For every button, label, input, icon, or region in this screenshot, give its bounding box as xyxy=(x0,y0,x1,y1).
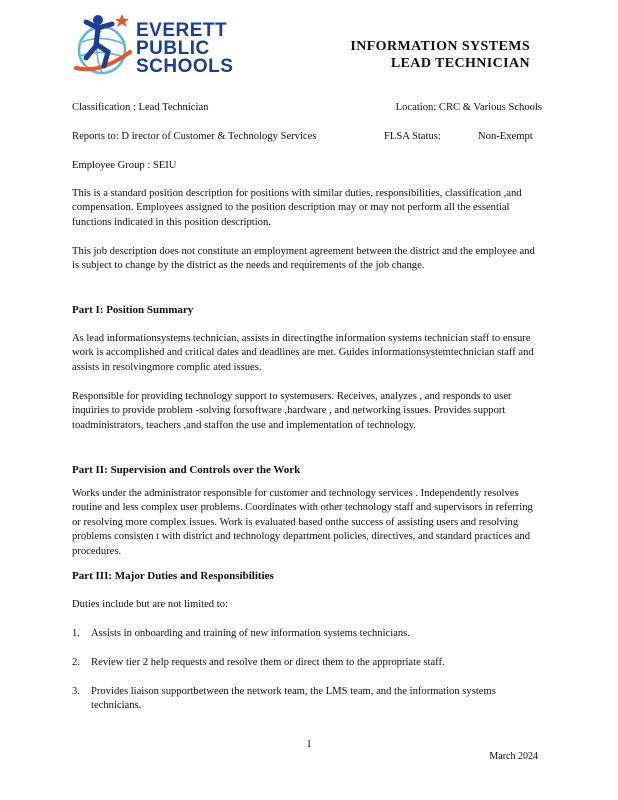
logo-wordmark xyxy=(136,22,233,76)
duties-list-2 xyxy=(72,656,542,670)
location-field: Location: CRC & Various Schools xyxy=(395,102,542,113)
page-number: 1 xyxy=(306,739,312,750)
list-item-number: 1. xyxy=(72,628,80,639)
reports-to-field: Reports to: D irector of Customer & Technology Services xyxy=(72,131,317,142)
employee-group-field: Employee Group : SEIU xyxy=(72,160,177,171)
document-title xyxy=(350,38,530,72)
list-item-text: Review tier 2 help requests and resolve them or direct them to the appropriate staff. xyxy=(91,657,445,668)
part3-heading: Part III: Major Duties and Responsibilities xyxy=(72,570,274,582)
globe-figure-icon xyxy=(72,12,136,78)
part2-heading: Part II: Supervision and Controls over the Work xyxy=(72,464,301,476)
list-item-text: Assists in onboarding and training of new information systems technicians. xyxy=(91,628,410,639)
list-item xyxy=(72,627,542,641)
part2-paragraph: Works under the administrator responsible for customer and technology services . Independently resolves routine and less complex user problems. Coordinates with other technology staff and supervisors in referring or resolving more complex issues. Work is evaluated based onthe success of assisting users and resolving problems consisten t with district and technology department policies, directives, and standard practices and procedures. xyxy=(72,488,533,557)
list-item xyxy=(72,656,542,670)
part1-paragraph-1: As lead informationsystems technician, assists in directingthe information systems technician staff to ensure work is accomplished and critical dates and deadlines are met. Guides informationsystemtechnician staff and assists in resolvingmore complic ated issues. xyxy=(72,333,534,373)
logo-line-1: EVERETT xyxy=(136,20,228,41)
list-item-number: 2. xyxy=(72,657,80,668)
classification-field: Classification : Lead Technician xyxy=(72,102,209,113)
intro-paragraph-2: This job description does not constitute an employment agreement between the district and the employee and is subject to change by the district as the needs and requirements of the job change. xyxy=(72,246,535,272)
duties-list xyxy=(72,627,542,641)
part1-heading: Part I: Position Summary xyxy=(72,304,194,316)
logo-line-2: PUBLIC xyxy=(136,38,210,59)
flsa-label: FLSA Status: xyxy=(384,131,441,142)
revision-date: March 2024 xyxy=(489,751,538,762)
intro-paragraph-1: This is a standard position description for positions with similar duties, responsibilities, classification ,and compensation. Employees assigned to the position description may or may not perform all the essential functions indicated in this position description. xyxy=(72,188,522,228)
logo-line-3: SCHOOLS xyxy=(136,56,234,77)
district-logo xyxy=(72,12,240,78)
part1-paragraph-2: Responsible for providing technology support to systemusers. Receives, analyzes , and responds to user inquiries to provide problem -solving forsoftware ,hardware , and networking issues. Provides support toadministrators, teachers ,and staffon the use and implementation of technology. xyxy=(72,391,512,431)
list-item-text: Provides liaison supportbetween the network team, the LMS team, and the information systems technicians. xyxy=(91,686,496,712)
duties-list-3 xyxy=(72,685,542,714)
part3-intro: Duties include but are not limited to: xyxy=(72,599,228,610)
list-item xyxy=(72,685,542,714)
title-line-2: LEAD TECHNICIAN xyxy=(390,56,530,71)
title-line-1: INFORMATION SYSTEMS xyxy=(350,39,530,54)
list-item-number: 3. xyxy=(72,686,80,697)
flsa-value: Non-Exempt xyxy=(478,131,533,142)
